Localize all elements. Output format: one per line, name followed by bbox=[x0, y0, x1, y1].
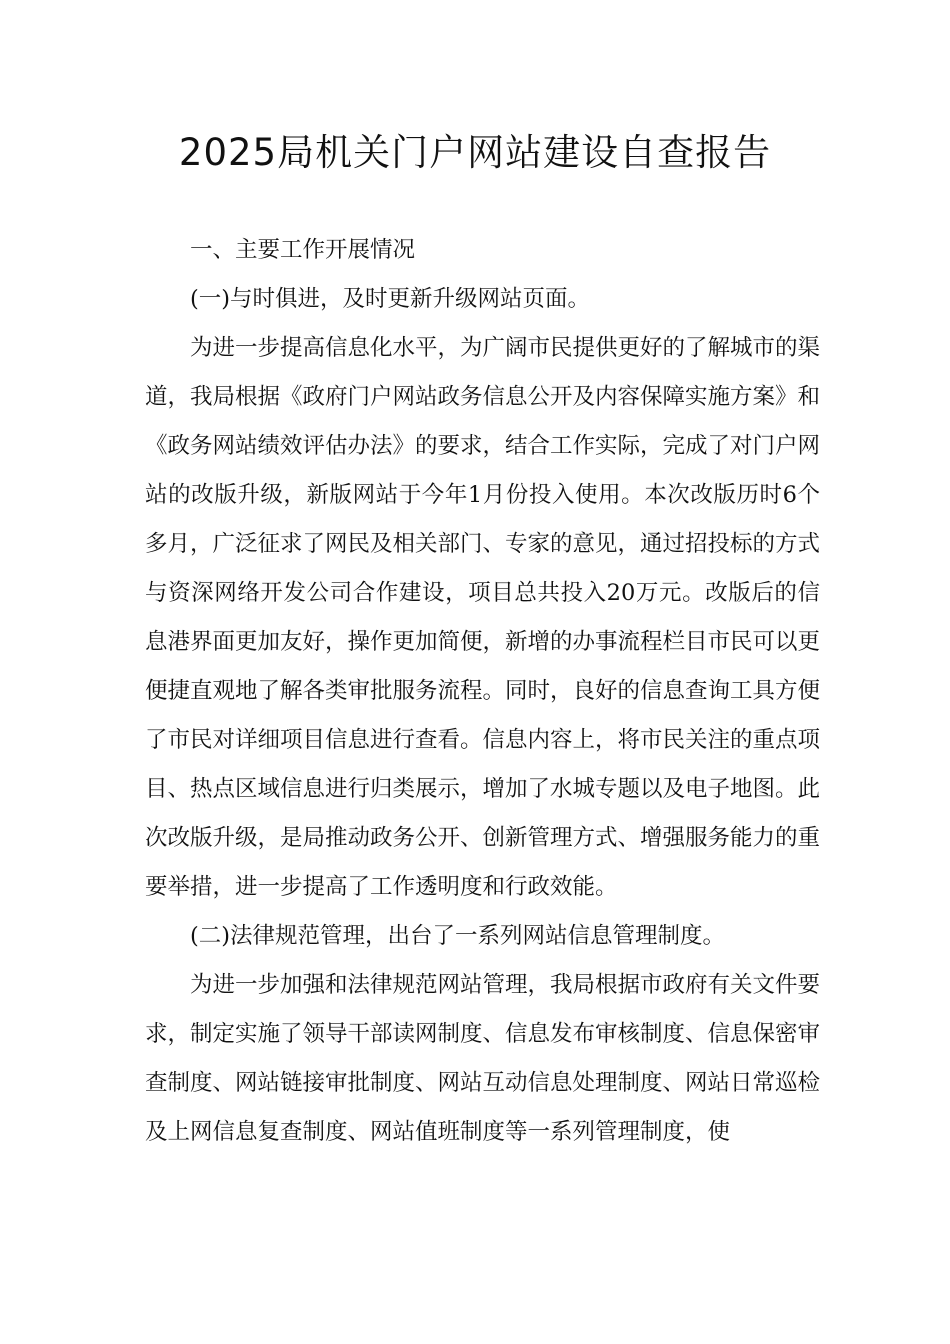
section-heading: 一、主要工作开展情况 bbox=[190, 237, 416, 263]
body-paragraph: 为进一步加强和法律规范网站管理，我局根据市政府有关文件要求，制定实施了领导干部读网制度、信息发布审核制度、信息保密审查制度、网站链接审批制度、网站互动信息处理制度、网站日常巡检及上网信息复查制度、网站值班制度等一系列管理制度，使 bbox=[145, 972, 821, 1145]
document-body bbox=[145, 226, 820, 1157]
document-title: 2025局机关门户网站建设自查报告 bbox=[178, 131, 772, 174]
subsection-heading: (一)与时俱进，及时更新升级网站页面。 bbox=[190, 286, 591, 312]
body-paragraph: 为进一步提高信息化水平，为广阔市民提供更好的了解城市的渠道，我局根据《政府门户网站政务信息公开及内容保障实施方案》和《政务网站绩效评估办法》的要求，结合工作实际，完成了对门户网站的改版升级，新版网站于今年1月份投入使用。本次改版历时6个多月，广泛征求了网民及相关部门、专家的意见，通过招投标的方式与资深网络开发公司合作建设，项目总共投入20万元。改版后的信息港界面更加友好，操作更加简便，新增的办事流程栏目市民可以更便捷直观地了解各类审批服务流程。同时，良好的信息查询工具方便了市民对详细项目信息进行查看。信息内容上，将市民关注的重点项目、热点区域信息进行归类展示，增加了水城专题以及电子地图。此次改版升级，是局推动政务公开、创新管理方式、增强服务能力的重要举措，进一步提高了工作透明度和行政效能。 bbox=[145, 335, 821, 900]
subsection-heading: (二)法律规范管理，出台了一系列网站信息管理制度。 bbox=[190, 923, 726, 949]
